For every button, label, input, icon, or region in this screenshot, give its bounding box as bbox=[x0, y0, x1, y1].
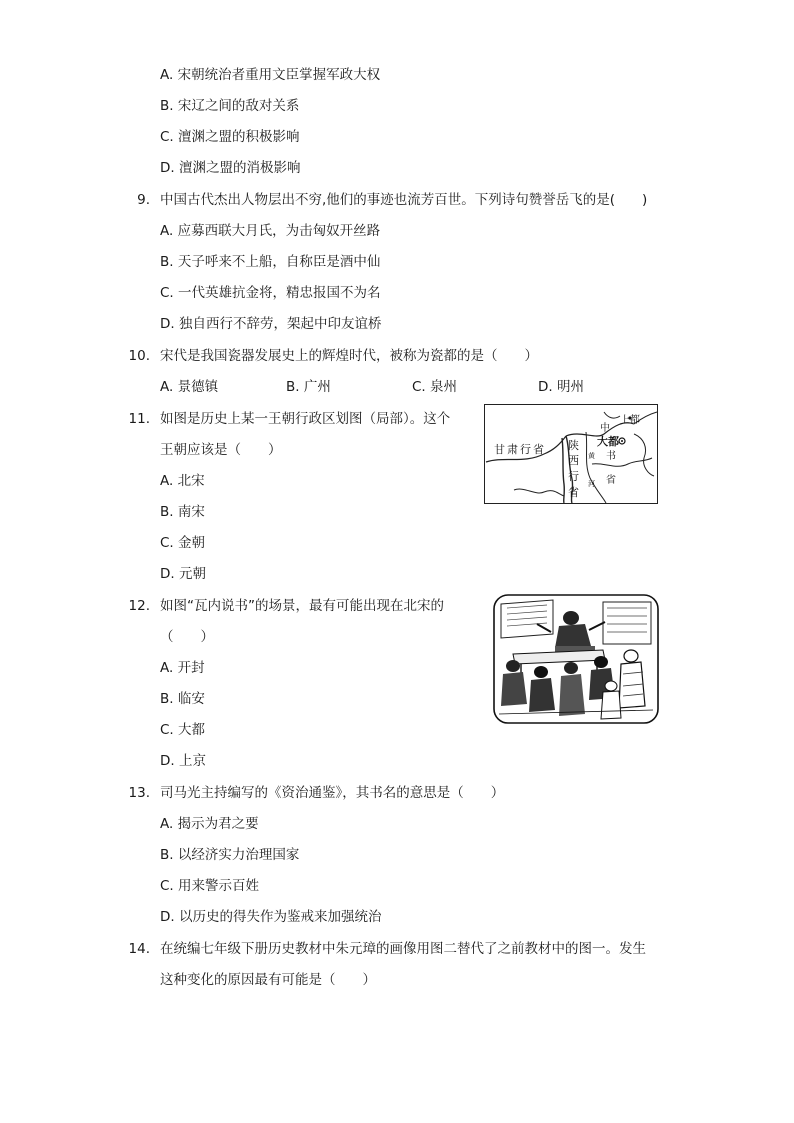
q12-option-a[interactable]: A. 开封 bbox=[160, 660, 205, 676]
q14-stem-line2: 这种变化的原因最有可能是（ ） bbox=[160, 972, 376, 988]
q9-stem: 中国古代杰出人物层出不穷,他们的事迹也流芳百世。下列诗句赞誉岳飞的是( ) bbox=[160, 192, 648, 208]
q9-number: 9. bbox=[137, 192, 150, 208]
q8-option-d[interactable]: D. 澶渊之盟的消极影响 bbox=[160, 160, 301, 176]
q13-number: 13. bbox=[128, 785, 150, 801]
q11-stem-line1: 如图是历史上某一王朝行政区划图（局部）。这个 bbox=[160, 411, 451, 427]
q9-option-c[interactable]: C. 一代英雄抗金将，精忠报国不为名 bbox=[160, 285, 381, 301]
q12-option-c[interactable]: C. 大都 bbox=[160, 722, 206, 738]
q11-option-d[interactable]: D. 元朝 bbox=[160, 566, 206, 582]
q13-stem: 司马光主持编写的《资治通鉴》，其书名的意思是（ ） bbox=[160, 785, 505, 801]
q11-number: 11. bbox=[128, 411, 150, 427]
q11-option-c[interactable]: C. 金朝 bbox=[160, 535, 206, 551]
q10-stem: 宋代是我国瓷器发展史上的辉煌时代，被称为瓷都的是（ ） bbox=[160, 348, 538, 364]
q12-stem-line1: 如图“瓦内说书”的场景，最有可能出现在北宋的 bbox=[160, 598, 444, 614]
map-label-zhong: 中 bbox=[600, 423, 610, 434]
q8-option-a[interactable]: A. 宋朝统治者重用文臣掌握军政大权 bbox=[160, 67, 381, 83]
map-label-huang: 黄 bbox=[588, 452, 595, 460]
map-label-dadu: 大都 bbox=[597, 435, 619, 448]
map-label-shaanxi-1: 陕 bbox=[568, 439, 579, 452]
q12-number: 12. bbox=[128, 598, 150, 614]
map-svg bbox=[484, 404, 658, 504]
q12-option-b[interactable]: B. 临安 bbox=[160, 691, 205, 707]
q10-number: 10. bbox=[128, 348, 150, 364]
q13-option-d[interactable]: D. 以历史的得失作为鉴戒来加强统治 bbox=[160, 909, 382, 925]
q14-stem-line1: 在统编七年级下册历史教材中朱元璋的画像用图二替代了之前教材中的图一。发生 bbox=[160, 941, 646, 957]
q9-option-a[interactable]: A. 应募西联大月氏，为击匈奴开丝路 bbox=[160, 223, 381, 239]
storytelling-illustration bbox=[493, 594, 659, 724]
q10-options-row bbox=[160, 377, 640, 397]
map-label-shangdu: 上都 bbox=[620, 415, 640, 426]
map-label-he: 河 bbox=[588, 480, 595, 488]
q10-option-b[interactable]: B. 广州 bbox=[286, 379, 331, 395]
q14-number: 14. bbox=[128, 941, 150, 957]
q11-option-b[interactable]: B. 南宋 bbox=[160, 504, 205, 520]
map-label-shaanxi-3: 行 bbox=[568, 470, 579, 483]
q13-option-c[interactable]: C. 用来警示百姓 bbox=[160, 878, 260, 894]
q12-option-d[interactable]: D. 上京 bbox=[160, 753, 206, 769]
q8-option-b[interactable]: B. 宋辽之间的敌对关系 bbox=[160, 98, 300, 114]
q13-option-a[interactable]: A. 揭示为君之要 bbox=[160, 816, 259, 832]
q9-option-d[interactable]: D. 独自西行不辞劳，架起中印友谊桥 bbox=[160, 316, 382, 332]
q13-option-b[interactable]: B. 以经济实力治理国家 bbox=[160, 847, 300, 863]
illustration-svg bbox=[493, 594, 659, 724]
q10-option-a[interactable]: A. 景德镇 bbox=[160, 379, 219, 395]
map-label-shaanxi-2: 西 bbox=[568, 454, 579, 467]
q11-stem-line2: 王朝应该是（ ） bbox=[160, 442, 282, 458]
q10-option-d[interactable]: D. 明州 bbox=[538, 379, 584, 395]
q8-option-c[interactable]: C. 澶渊之盟的积极影响 bbox=[160, 129, 300, 145]
map-label-gansu: 甘肃行省 bbox=[494, 443, 546, 456]
q10-option-c[interactable]: C. 泉州 bbox=[412, 379, 458, 395]
q12-stem-line2: （ ） bbox=[160, 629, 214, 645]
yuan-administrative-map bbox=[484, 404, 658, 504]
map-label-sheng: 省 bbox=[606, 475, 616, 486]
map-label-shu: 书 bbox=[606, 451, 616, 462]
map-label-shaanxi-4: 省 bbox=[568, 486, 579, 499]
q9-option-b[interactable]: B. 天子呼来不上船，自称臣是酒中仙 bbox=[160, 254, 381, 270]
q11-option-a[interactable]: A. 北宋 bbox=[160, 473, 205, 489]
